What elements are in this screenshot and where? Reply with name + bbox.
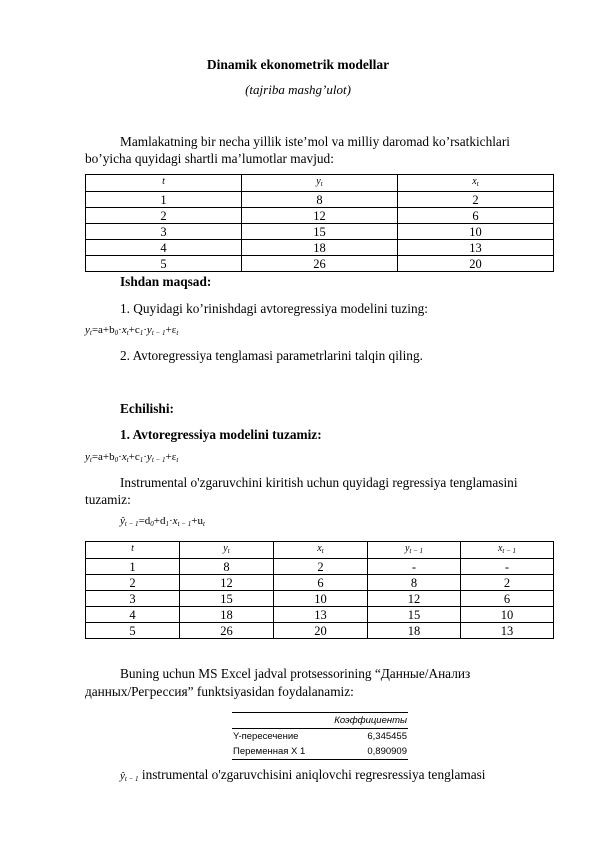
table-cell: 20 [398, 256, 554, 272]
table-cell: 10 [461, 607, 554, 623]
table-header-cell: $y_t$ [242, 175, 398, 192]
table-cell: 18 [368, 623, 461, 639]
table-cell: 13 [274, 607, 368, 623]
table-header-cell: $y_{t - 1}$ [368, 542, 461, 559]
goals-heading: Ishdan maqsad: [120, 274, 212, 289]
table-cell: 15 [242, 224, 398, 240]
doc-subtitle: (tajriba mashg’ulot) [245, 82, 351, 97]
instrument-line-2: tuzamiz: [85, 492, 131, 507]
table-cell: 8 [242, 192, 398, 208]
table-cell: 26 [242, 256, 398, 272]
table-cell: 3 [86, 224, 242, 240]
table-cell: 2 [461, 575, 554, 591]
excel-regression-output [232, 712, 408, 760]
table-cell: 3 [86, 591, 180, 607]
excel-row-value: 6,345455 [367, 731, 407, 742]
table-cell: 1 [86, 192, 242, 208]
intro-line-1: Mamlakatning bir necha yillik iste’mol va milliy daromad ko’rsatkichlari [120, 134, 510, 149]
table-row [86, 256, 554, 272]
data-table-2 [85, 541, 554, 639]
table-row [86, 559, 554, 575]
excel-text-line-2: данных/Регрессия” funktsiyasidan foydalanamiz: [85, 684, 354, 699]
table-cell: 8 [368, 575, 461, 591]
table-cell: 5 [86, 623, 180, 639]
table-cell: 2 [398, 192, 554, 208]
table-header-cell: $x_t$ [274, 542, 368, 559]
excel-row-value: 0,890909 [367, 746, 407, 757]
table-cell: 15 [180, 591, 274, 607]
table-cell: 6 [398, 208, 554, 224]
excel-header-row [232, 712, 408, 729]
table-cell: 2 [274, 559, 368, 575]
table-cell: 6 [461, 591, 554, 607]
table-cell: 13 [398, 240, 554, 256]
table-cell: 5 [86, 256, 242, 272]
footer-line: $ŷ_{t - 1}$ instrumental o'zgaruvchisini aniqlovchi regresressiya tenglamasi [120, 767, 486, 783]
table-header-row [86, 175, 554, 192]
table-row [86, 240, 554, 256]
intro-line-2: bo’yicha quyidagi shartli ma’lumotlar mavjud: [85, 151, 334, 166]
table-cell: 2 [86, 208, 242, 224]
table-row [86, 607, 554, 623]
data-table-1 [85, 174, 554, 272]
excel-row-label: Y-пересечение [233, 731, 299, 742]
doc-title: Dinamik ekonometrik modellar [206, 57, 390, 72]
table-cell: 18 [180, 607, 274, 623]
solution-step-1: 1. Avtoregressiya modelini tuzamiz: [120, 427, 322, 442]
table-header-cell: t [86, 542, 180, 559]
solution-heading: Echilishi: [120, 401, 174, 416]
table-cell: 10 [398, 224, 554, 240]
table-cell: 26 [180, 623, 274, 639]
autoregression-formula: $y_t=a+b_0\cdot x_t+c_1\cdot y_{t - 1}+\varepsilon_t$ [85, 324, 179, 337]
table-header-row [86, 542, 554, 559]
table-row [86, 575, 554, 591]
table-cell: 2 [86, 575, 180, 591]
table-cell: 10 [274, 591, 368, 607]
instrument-formula: $ŷ_{t - 1}=d_0+d_1\cdot x_{t - 1}+u_t$ [120, 515, 205, 528]
excel-row [232, 729, 408, 744]
excel-text-line-1: Buning uchun MS Excel jadval protsessorining “Данные/Анализ [120, 666, 471, 681]
table-header-cell: $y_t$ [180, 542, 274, 559]
instrument-line-1: Instrumental o'zgaruvchini kiritish uchun quyidagi regressiya tenglamasini [120, 475, 518, 490]
table-cell: 18 [242, 240, 398, 256]
table-row [86, 192, 554, 208]
table-row [86, 591, 554, 607]
table-cell: 15 [368, 607, 461, 623]
excel-row [232, 744, 408, 760]
table-row [86, 623, 554, 639]
table-cell: - [461, 559, 554, 575]
autoregression-formula-repeat: $y_t=a+b_0\cdot x_t+c_1\cdot y_{t - 1}+\varepsilon_t$ [85, 451, 179, 464]
table-cell: 4 [86, 607, 180, 623]
table-cell: 12 [368, 591, 461, 607]
table-row [86, 224, 554, 240]
table-cell: 20 [274, 623, 368, 639]
table-header-cell: t [86, 175, 242, 192]
table-cell: 4 [86, 240, 242, 256]
table-cell: 8 [180, 559, 274, 575]
table-cell: 12 [242, 208, 398, 224]
table-cell: 1 [86, 559, 180, 575]
table-header-cell: $x_{t - 1}$ [461, 542, 554, 559]
coefficients-header: Коэффициенты [334, 715, 407, 726]
table-cell: 6 [274, 575, 368, 591]
goal-item-1: 1. Quyidagi ko’rinishdagi avtoregressiya modelini tuzing: [120, 301, 428, 316]
table-cell: - [368, 559, 461, 575]
table-header-cell: $x_t$ [398, 175, 554, 192]
table-cell: 12 [180, 575, 274, 591]
table-row [86, 208, 554, 224]
table-cell: 13 [461, 623, 554, 639]
excel-row-label: Переменная X 1 [233, 746, 306, 757]
goal-item-2: 2. Avtoregressiya tenglamasi parametrlarini talqin qiling. [120, 348, 423, 363]
